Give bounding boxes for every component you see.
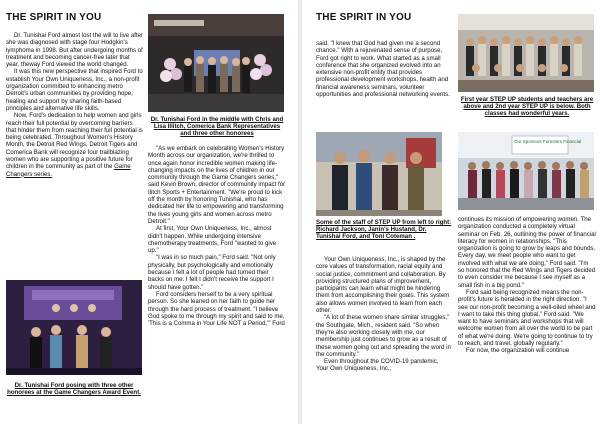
left-col1-paragraph-1: Dr. Tunishai Ford almost lost the will to live after she was diagnosed with stage four Hodgkin's lymphoma in 1998. But after undergoing months of treatment and becoming cancer-free later that year, theway Ford viewed the world changed.	[6, 32, 144, 69]
right-col1-paragraph-3: "A lot of these women share similar struggles," the Southgate, Mich., resident said. "So when they're also working closely with me, our membership just continues to grow as a result of these women going out and spreading the word in the community."	[316, 314, 451, 358]
left-page-column-2	[148, 145, 286, 327]
right-col1-paragraph-4: Even throughout the COVID-19 pandemic, Your Own Uniqueness, Inc.,	[316, 358, 439, 373]
left-col2-paragraph-3: "I was in so much pain," Ford said. "Not only physically, but psychologically and emotionally because I felt a lot of people had turned their backs on me. I felt I didn't receive the support I should have gotten."	[148, 254, 276, 291]
right-col2-paragraph-1: continues its mission of empowering women. The organization conducted a completely virtual seminar on Feb. 26, outlining the power of financial literacy for women in relationships. "This organization is going to grow by leaps and bounds. Every day, we meet people who want to get involved with what we are doing," Ford said. "I'm so honored that the Red Wings and Tigers decided to even consider me because I see myself as a small fish in a big pond."	[458, 216, 596, 289]
left-col2-paragraph-4: Ford considers herself to be a very spiritual person. So she leaned on her faith to guide her through the hard process of treatment. "I believe God spoke to me through my spirit and said to me, 'This is a Comma in Your Life NOT a Period,'" Ford	[148, 290, 285, 328]
right-middle-photo-caption: Some of the staff of STEP UP from left to right: Richard Jackson, Janin's Hustand, Dr. Tunishai Ford, and Toni Coteman .	[316, 219, 452, 241]
first-year-students-photo	[458, 14, 594, 92]
right-col1-paragraph-2: Your Own Uniqueness, Inc., is shaped by the core values of transformation, racial equity and social justice, commitment and collaboration. By providing structured plans of improvement, participants can learn what might be hindering them from accomplishing their goals. This system also allows women involved to learn from each other.	[316, 256, 450, 315]
right-page-heading: THE SPIRIT IN YOU	[316, 12, 412, 23]
left-top-photo-caption: Dr. Tunishai Ford in the middle with Chris and Lisa Illitch, Comerica Bank Representatives and three other honorees	[150, 116, 284, 138]
left-col1-paragraph-2: It was this new perspective that inspired Ford to establish Your Own Uniqueness, Inc., a non-profit organization committed to enhancing metro Detroit's urban communities by providing hope, healing and support by sharing faith-based principles and alternative life skills.	[6, 68, 143, 112]
right-page-column-1-top	[316, 40, 452, 98]
game-changers-link[interactable]: Game Changers series.	[6, 163, 131, 178]
left-page	[0, 0, 298, 424]
right-col2-paragraph-2: Ford said being recognized means the non-profit's future is heralded in the right direction. "I see our non-profit becoming a well-oiled wheel and I want to take this thing global," Ford said. "We want to have seminars and workshops that will welcome women from all over the world to be part of what we're doing. We're going to continue to try to reach, and travel, globally regularly."	[458, 288, 596, 348]
step-up-staff-photo	[316, 132, 442, 216]
award-event-photo	[6, 280, 142, 375]
left-page-column-1	[6, 32, 144, 178]
left-col2-paragraph-2: At first, Your Own Uniqueness, Inc., almost didn't happen. While undergoing intensive chemotherapy treatments, Ford "wanted to give up."	[148, 225, 277, 255]
right-col1-paragraph-1: said. "I knew that God had given me a second chance." With a rejuvenated sense of purpose, Ford got right to work. What started as a small conference that she organized evolved into an extensive non-profit entity that provides professional development workshops, health and financial awareness seminars, volunteer opportunities and professional networking events.	[316, 40, 450, 99]
left-col1-paragraph-3	[6, 112, 144, 178]
right-page	[302, 0, 600, 424]
second-year-students-photo	[458, 132, 594, 210]
left-col1-paragraph-3-text: Now, Ford's dedication to help women and girls reach their full potential by overcoming barriers that hinder them from reaching their full potential is being celebrated. Throughout Women's History Month, the Detroit Red Wings, Detroit Tigers and Comerica Bank will recognize four trailblazing women who are supporting a positive future for children in the community as part of the	[6, 112, 143, 171]
left-bottom-photo-caption: Dr. Tunishai Ford posing with three other honorees at the Game Changers Award Event.	[7, 382, 141, 397]
right-col2-paragraph-3: For now, the organization will continue	[466, 347, 570, 355]
right-page-column-1-bottom	[316, 256, 452, 373]
left-col2-paragraph-1: "As we embark on celebrating Women's History Month across our organization, we're thrilled to once again honor incredible women making life-changing impacts on the lives of children in our community through the Game Changers series," said Kevin Brown, director of community impact for Ilitch Sports + Entertainment. "We're proud to kick off the month by honoring Tunishai, who has dedicated her life to empowering and transforming the lives young girls and women across metro Detroit."	[148, 145, 286, 225]
honorees-group-photo	[148, 14, 284, 112]
left-page-heading: THE SPIRIT IN YOU	[6, 12, 102, 23]
right-page-column-2	[458, 216, 596, 355]
sponsor-banner-text: Our Sponsors Foresters Financial	[514, 139, 582, 144]
right-top-photo-caption: First year STEP UP students and teachers are above and 2nd year STEP UP is below. Both classes had wonderful years.	[460, 96, 594, 118]
